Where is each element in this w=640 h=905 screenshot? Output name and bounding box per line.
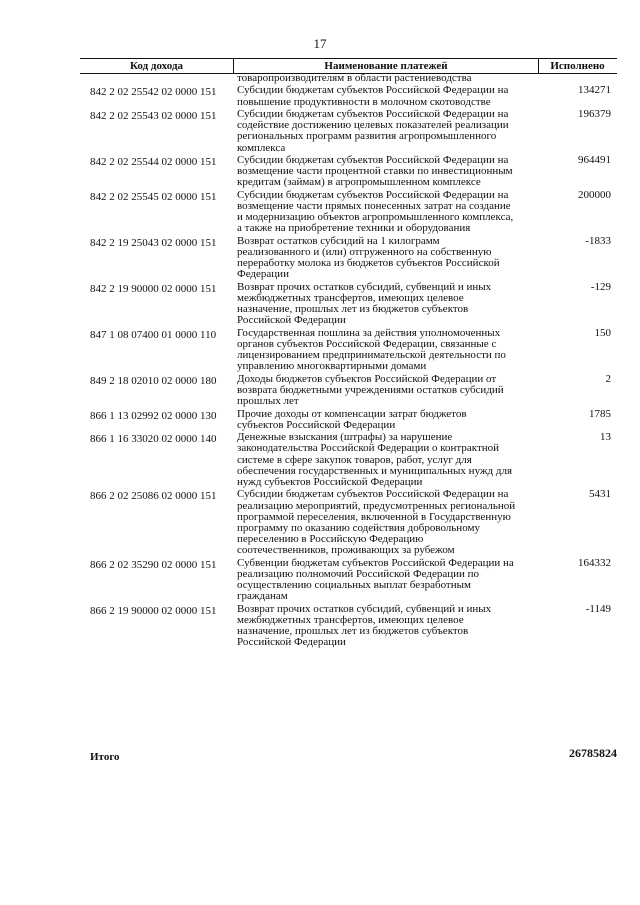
amount: -1833 <box>585 234 611 247</box>
payment-name-line: повышение продуктивности в молочном скотоводстве <box>237 95 491 108</box>
amount: -129 <box>590 280 611 293</box>
payment-name-line: прошлых лет <box>237 395 299 408</box>
table-row <box>80 282 617 327</box>
payment-name <box>237 409 521 431</box>
payment-name-line: переработку молока из бюджетов субъектов Российской <box>237 257 500 270</box>
table-row <box>80 604 617 649</box>
payment-name <box>237 236 521 281</box>
payment-name <box>237 155 521 189</box>
payment-name <box>237 558 521 603</box>
payment-name-line: Российской Федерации <box>237 314 346 327</box>
income-code: 866 1 13 02992 02 0000 130 <box>90 409 217 422</box>
payment-name <box>237 604 521 649</box>
payment-name-line: Федерации <box>237 268 289 281</box>
payment-name-line: Субсидии бюджетам субъектов Российской Федерации на <box>237 107 509 120</box>
payment-name <box>237 282 521 327</box>
payment-name-line: реализацию полномочий Российской Федерации по <box>237 567 480 580</box>
income-code: 842 2 02 25542 02 0000 151 <box>90 86 217 99</box>
amount: 196379 <box>578 107 611 120</box>
payment-name-line: Российской Федерации <box>237 636 346 649</box>
payment-name-line: межбюджетных трансфертов, имеющих целевое <box>237 613 464 626</box>
payment-name-line: законодательства Российской Федерации о контрактной <box>237 442 500 455</box>
table-row <box>80 155 617 189</box>
payment-name-line: субъектов Российской Федерации <box>237 418 396 431</box>
payment-name-line: кредитам (займам) в агропромышленном комплексе <box>237 176 481 189</box>
payment-name-line: Прочие доходы от компенсации затрат бюджетов <box>237 407 467 420</box>
amount: 200000 <box>578 188 611 201</box>
income-code: 866 2 02 35290 02 0000 151 <box>90 558 217 571</box>
total-label: Итого <box>90 751 120 763</box>
amount: 150 <box>594 326 611 339</box>
income-code: 842 2 02 25543 02 0000 151 <box>90 109 217 122</box>
payment-name-line: а также на приобретение техники и оборудования <box>237 222 471 235</box>
amount: 1785 <box>589 407 611 420</box>
income-code: 842 2 02 25544 02 0000 151 <box>90 155 217 168</box>
amount: 164332 <box>578 556 611 569</box>
amount: 2 <box>605 372 611 385</box>
amount: 13 <box>600 431 611 444</box>
continuation-line: товаропроизводителям в области растениеводства <box>237 72 472 84</box>
payment-name-line: Возврат остатков субсидий на 1 килограмм <box>237 234 440 247</box>
table-row <box>80 85 617 107</box>
payment-name <box>237 489 521 556</box>
payment-name <box>237 190 521 235</box>
income-code: 842 2 19 90000 02 0000 151 <box>90 282 217 295</box>
amount: 5431 <box>589 488 611 501</box>
header-code: Код дохода <box>129 60 184 72</box>
total-value: 26785824 <box>569 746 617 760</box>
income-code: 842 2 02 25545 02 0000 151 <box>90 190 217 203</box>
payment-name-line: возврата бюджетными учреждениями остатков субсидий <box>237 383 504 396</box>
payment-name-line: реализованного и (или) отгруженного на собственную <box>237 245 492 258</box>
payment-name-line: управлению многоквартирными домами <box>237 360 427 373</box>
table-row <box>80 374 617 408</box>
payment-name-line: Денежные взыскания (штрафы) за нарушение <box>237 431 453 444</box>
payment-name <box>237 109 521 154</box>
income-code: 847 1 08 07400 01 0000 110 <box>90 328 217 341</box>
header-done: Исполнено <box>550 60 605 72</box>
amount: 134271 <box>578 84 611 97</box>
payment-name-line: программой переселения, включенной в Государственную <box>237 510 511 523</box>
payment-name-line: соотечественников, проживающих за рубежом <box>237 544 455 557</box>
payment-name-line: содействие достижению целевых показателей реализации <box>237 119 509 132</box>
income-code: 842 2 19 25043 02 0000 151 <box>90 236 217 249</box>
payment-name-line: Субвенции бюджетам субъектов Российской Федерации на <box>237 556 514 569</box>
table-row <box>80 328 617 373</box>
payment-name-line: программу по оказанию содействия добровольному <box>237 521 480 534</box>
payment-name-line: переселению в Российскую Федерацию <box>237 533 424 546</box>
table-row <box>80 190 617 235</box>
payment-name-line: Государственная пошлина за действия уполномоченных <box>237 326 501 339</box>
payment-name-line: возмещение части процентной ставки по инвестиционным <box>237 165 513 178</box>
payment-name-line: гражданам <box>237 590 288 603</box>
payment-name-line: Доходы бюджетов субъектов Российской Федерации от <box>237 372 497 385</box>
payment-name-line: назначение, прошлых лет из бюджетов субъектов <box>237 625 469 638</box>
payments-table <box>80 73 617 649</box>
payment-name-line: Возврат прочих остатков субсидий, субвенций и иных <box>237 602 492 615</box>
payment-name-line: комплекса <box>237 141 286 154</box>
payment-name-line: региональных программ развития агропромышленного <box>237 130 497 143</box>
payment-name-line: Субсидии бюджетам субъектов Российской Федерации на <box>237 153 509 166</box>
table-row <box>80 409 617 431</box>
payment-name-line: системе в сфере закупок товаров, работ, услуг для <box>237 453 472 466</box>
income-code: 866 2 02 25086 02 0000 151 <box>90 490 217 503</box>
payment-name <box>237 432 521 488</box>
income-code: 849 2 18 02010 02 0000 180 <box>90 374 217 387</box>
table-row <box>80 558 617 603</box>
payment-name-line: Субсидии бюджетам субъектов Российской Федерации на <box>237 84 509 97</box>
payment-name <box>237 374 521 408</box>
table-row <box>80 109 617 154</box>
payment-name-line: реализацию мероприятий, предусмотренных региональной <box>237 499 516 512</box>
payment-name <box>237 328 521 373</box>
payment-name-line: лицензированием предпринимательской деятельности по <box>237 349 506 362</box>
payment-name-line: возмещение части прямых понесенных затрат на создание <box>237 199 511 212</box>
payment-name-line: обеспечения государственных и муниципальных нужд для <box>237 464 513 477</box>
page-number: 17 <box>313 36 327 51</box>
income-code: 866 2 19 90000 02 0000 151 <box>90 604 217 617</box>
amount: 964491 <box>578 153 611 166</box>
table-row <box>80 236 617 281</box>
payment-name-line: и модернизацию объектов агропромышленного комплекса, <box>237 211 514 224</box>
payment-name-line: органов субъектов Российской Федерации, связанные с <box>237 337 497 350</box>
payment-name-line: межбюджетных трансфертов, имеющих целевое <box>237 291 464 304</box>
payment-name-line: Возврат прочих остатков субсидий, субвенций и иных <box>237 280 492 293</box>
table-row <box>80 432 617 488</box>
payment-name <box>237 85 521 107</box>
table-row <box>80 489 617 556</box>
payment-name-line: нужд субъектов Российской Федерации <box>237 475 423 488</box>
header-name: Наименование платежей <box>233 59 539 73</box>
payment-name-line: Субсидии бюджетам субъектов Российской Федерации на <box>237 488 509 501</box>
income-code: 866 1 16 33020 02 0000 140 <box>90 433 217 446</box>
payment-name-line: назначение, прошлых лет из бюджетов субъектов <box>237 303 469 316</box>
payment-name-line: Субсидии бюджетам субъектов Российской Федерации на <box>237 188 509 201</box>
amount: -1149 <box>585 602 611 615</box>
payment-name-line: осуществлению социальных выплат безработным <box>237 579 471 592</box>
